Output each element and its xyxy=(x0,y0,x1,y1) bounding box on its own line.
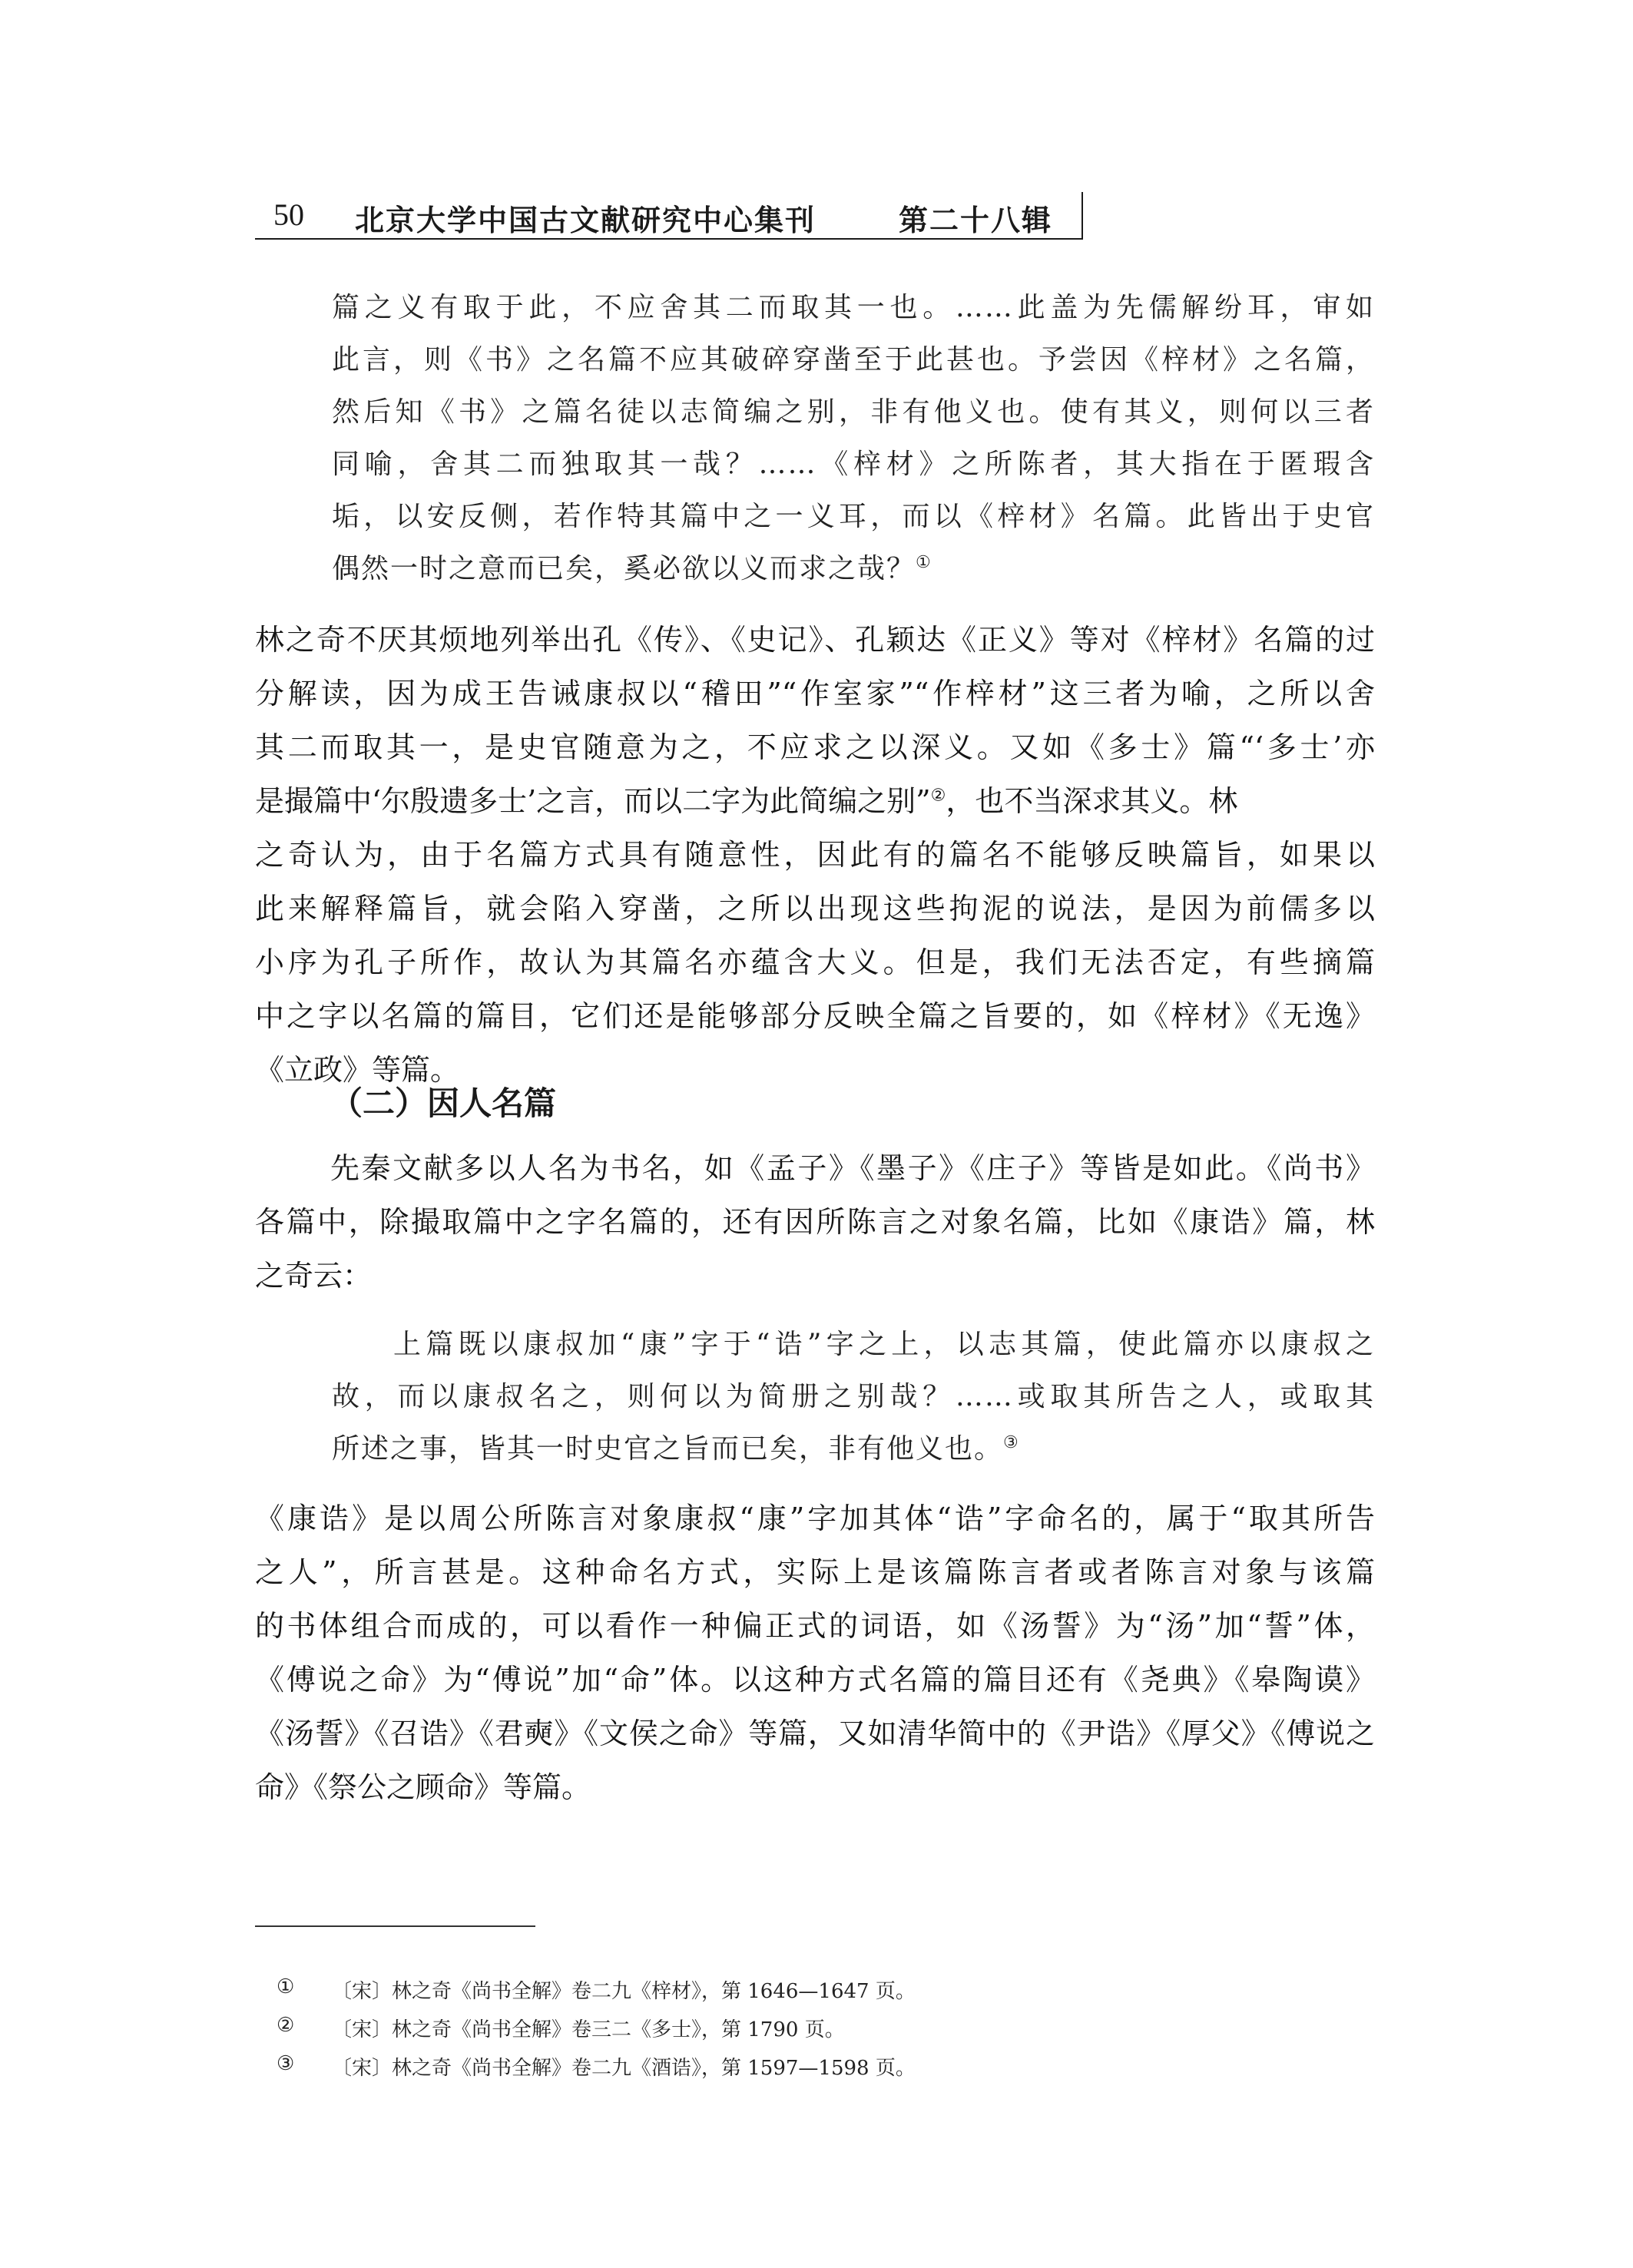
body-line: 《傅说之命》为“傅说”加“命”体。以这种方式名篇的篇目还有《尧典》《皋陶谟》 xyxy=(255,1663,1375,1697)
footnote-text: 〔宋〕林之奇《尚书全解》卷二九《梓材》，第 1646—1647 页。 xyxy=(332,1980,916,2003)
body-line: 《康诰》是以周公所陈言对象康叔“康”字加其体“诰”字命名的，属于“取其所告 xyxy=(255,1502,1375,1535)
footnote-mark: ③ xyxy=(277,2052,295,2075)
quote-line: 篇之义有取于此，不应舍其二而取其一也。……此盖为先儒解纷耳，审如 xyxy=(332,292,1375,323)
body-line: 分解读，因为成王告诫康叔以“稽田”“作室家”“作梓材”这三者为喻，之所以舍 xyxy=(255,677,1375,710)
body-line: 命》《祭公之顾命》等篇。 xyxy=(255,1770,591,1804)
body-line: 《汤誓》《召诰》《君奭》《文侯之命》等篇，又如清华简中的《尹诰》《厚父》《傅说之 xyxy=(255,1717,1375,1750)
footnote-text: 〔宋〕林之奇《尚书全解》卷三二《多士》，第 1790 页。 xyxy=(332,2018,845,2041)
quote-line: 垢，以安反侧，若作特其篇中之一义耳，而以《梓材》名篇。此皆出于史官 xyxy=(332,501,1375,532)
quote-text: 所述之事，皆其一时史官之旨而已矣，非有他义也。 xyxy=(332,1433,1004,1465)
body-line: 其二而取其一，是史官随意为之，不应求之以深义。又如《多士》篇“‘多士’亦 xyxy=(255,730,1375,764)
footnote-rule xyxy=(255,1925,535,1927)
quote-line: 此言，则《书》之名篇不应其破碎穿凿至于此甚也。予尝因《梓材》之名篇， xyxy=(332,344,1375,376)
body-line: 之奇云： xyxy=(255,1259,373,1293)
footnote-ref: ③ xyxy=(1003,1433,1020,1452)
footnote-ref: ① xyxy=(916,553,932,572)
body-line: 之人”，所言甚是。这种命名方式，实际上是该篇陈言者或者陈言对象与该篇 xyxy=(255,1555,1375,1589)
page-number: 50 xyxy=(273,197,304,232)
header-rule-vertical xyxy=(1081,192,1083,240)
running-header xyxy=(255,190,1083,238)
body-text: ，也不当深求其义。林 xyxy=(946,784,1238,818)
header-rule xyxy=(255,238,1083,240)
quote-line: 上篇既以康叔加“康”字于“诰”字之上，以志其篇，使此篇亦以康叔之 xyxy=(393,1329,1375,1360)
body-line: 中之字以名篇的篇目，它们还是能够部分反映全篇之旨要的，如《梓材》《无逸》 xyxy=(255,999,1375,1033)
quote-line xyxy=(332,547,932,586)
footnote-mark: ① xyxy=(277,1975,295,1998)
section-heading: （二）因人名篇 xyxy=(330,1084,557,1122)
body-line: 之奇认为，由于名篇方式具有随意性，因此有的篇名不能够反映篇旨，如果以 xyxy=(255,838,1375,872)
quote-line: 然后知《书》之篇名徒以志简编之别，非有他义也。使有其义，则何以三者 xyxy=(332,396,1375,428)
quote-line: 同喻，舍其二而独取其一哉？……《梓材》之所陈者，其大指在于匿瑕含 xyxy=(332,449,1375,480)
body-line xyxy=(255,777,1375,819)
body-line: 的书体组合而成的，可以看作一种偏正式的词语，如《汤誓》为“汤”加“誓”体， xyxy=(255,1609,1375,1643)
body-line: 各篇中，除撮取篇中之字名篇的，还有因所陈言之对象名篇，比如《康诰》篇，林 xyxy=(255,1205,1375,1239)
footnote-text: 〔宋〕林之奇《尚书全解》卷二九《酒诰》，第 1597—1598 页。 xyxy=(332,2057,916,2080)
body-line: 《立政》等篇。 xyxy=(255,1053,460,1087)
body-line: 此来解释篇旨，就会陷入穿凿，之所以出现这些拘泥的说法，是因为前儒多以 xyxy=(255,892,1375,925)
body-line: 先秦文献多以人名为书名，如《孟子》《墨子》《庄子》等皆是如此。《尚书》 xyxy=(330,1151,1375,1185)
body-line: 小序为孔子所作，故认为其篇名亦蕴含大义。但是，我们无法否定，有些摘篇 xyxy=(255,945,1375,979)
footnote-3 xyxy=(277,2052,916,2081)
quote-line: 故，而以康叔名之，则何以为简册之别哉？……或取其所告之人，或取其 xyxy=(332,1381,1375,1412)
footnote-1 xyxy=(277,1975,916,2004)
body-line: 林之奇不厌其烦地列举出孔《传》、《史记》、孔颖达《正义》等对《梓材》名篇的过 xyxy=(255,623,1375,657)
quote-text: 偶然一时之意而已矣，奚必欲以义而求之哉？ xyxy=(332,553,916,584)
body-text: 是撮篇中‘尔殷遗多士’之言，而以二字为此简编之别” xyxy=(255,784,931,818)
footnote-ref: ② xyxy=(930,786,946,806)
footnote-2 xyxy=(277,2014,845,2042)
footnote-mark: ② xyxy=(277,2014,295,2037)
issue-label: 第二十八辑 xyxy=(899,203,1053,237)
quote-line xyxy=(332,1427,1020,1466)
journal-title: 北京大学中国古文献研究中心集刊 xyxy=(355,203,816,237)
